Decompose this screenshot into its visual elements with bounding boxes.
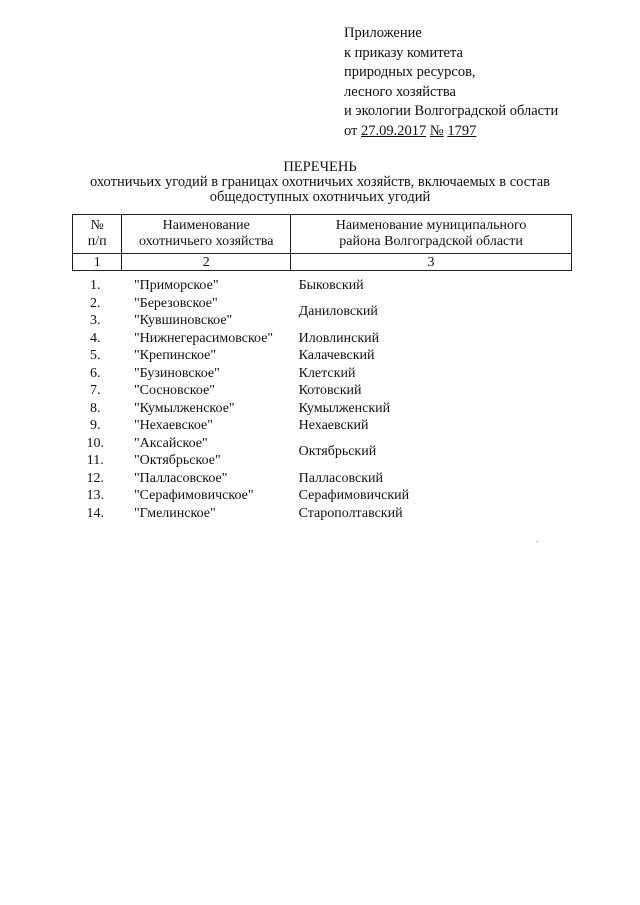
table-row [73, 365, 572, 383]
district-name: Серафимовичский [298, 488, 410, 503]
order-date: 27.09.2017 [361, 122, 427, 139]
hunting-farm-name: "Крепинское" [133, 348, 217, 363]
table-header-row [73, 215, 572, 254]
row-number: 9. [89, 418, 101, 433]
column-number: 1 [73, 254, 122, 271]
appendix-line: к приказу комитета [344, 44, 463, 61]
hunting-grounds-table [72, 214, 572, 522]
number-sign: № [429, 122, 444, 139]
table-row [73, 347, 572, 365]
appendix-header [344, 24, 558, 141]
document-title [0, 160, 640, 205]
hunting-farm-name: "Березовское" [133, 295, 218, 311]
order-number: 1797 [447, 122, 477, 139]
row-number: 5. [89, 348, 101, 363]
district-name: Октябрьский [298, 444, 377, 460]
table-row [73, 435, 572, 453]
row-number: 7. [89, 383, 101, 398]
title-main: ПЕРЕЧЕНЬ [283, 159, 357, 175]
hunting-farm-name: "Гмелинское" [133, 505, 216, 521]
table-row [73, 470, 572, 488]
appendix-line: Приложение [344, 25, 422, 41]
column-number: 3 [291, 254, 572, 271]
title-line: охотничьих угодий в границах охотничьих хозяйств, включаемых в состав [89, 174, 551, 190]
district-name: Нехаевский [298, 418, 369, 433]
district-name: Старополтавский [298, 505, 403, 521]
district-name: Клетский [298, 365, 356, 381]
table-row [73, 400, 572, 418]
table-row [73, 487, 572, 505]
hunting-farm-name: "Октябрьское" [133, 453, 221, 468]
hunting-farm-name: "Приморское" [133, 278, 219, 293]
appendix-line: лесного хозяйства [344, 83, 456, 100]
header-number: № п/п [73, 215, 122, 254]
row-number: 6. [89, 365, 101, 381]
district-name: Кумылженский [298, 400, 391, 416]
appendix-line: и экологии Волгоградской области [344, 103, 559, 119]
district-name: Калачевский [298, 348, 375, 363]
column-number: 2 [122, 254, 291, 271]
row-number: 1. [89, 278, 101, 293]
header-district: Наименование муниципального района Волгоградской области [291, 215, 572, 254]
row-number: 10. [86, 435, 104, 451]
order-reference [344, 122, 558, 142]
hunting-farm-name: "Нижнегерасимовское" [133, 330, 274, 346]
hunting-farm-name: "Сосновское" [133, 383, 215, 398]
table-row [73, 382, 572, 400]
row-number: 4. [89, 330, 101, 346]
row-number: 12. [86, 470, 104, 486]
hunting-farm-name: "Кумылженское" [133, 400, 235, 416]
table-row [73, 505, 572, 523]
row-number: 2. [89, 295, 101, 311]
table-row [73, 417, 572, 435]
district-name: Палласовский [298, 470, 383, 486]
row-number: 13. [86, 488, 104, 503]
row-number: 3. [89, 313, 101, 328]
hunting-farm-name: "Бузиновское" [133, 365, 220, 381]
hunting-farm-name: "Палласовское" [133, 470, 228, 486]
appendix-line: природных ресурсов, [344, 64, 476, 80]
from-label: от [344, 122, 358, 139]
district-name: Даниловский [298, 304, 378, 320]
title-line: общедоступных охотничьих угодий [209, 189, 431, 205]
column-number-row [73, 254, 572, 271]
hunting-farm-name: "Кувшиновское" [133, 313, 233, 328]
row-number: 11. [86, 453, 104, 468]
table-row [73, 330, 572, 348]
scan-speck [536, 541, 538, 542]
district-name: Иловлинский [298, 330, 380, 346]
hunting-farm-name: "Аксайское" [133, 435, 208, 451]
header-hunting-farm: Наименование охотничьего хозяйства [122, 215, 291, 254]
table-row [73, 277, 572, 295]
district-name: Быковский [298, 278, 364, 293]
table-row [73, 295, 572, 313]
district-name: Котовский [298, 383, 362, 398]
hunting-farm-name: "Серафимовичское" [133, 488, 254, 503]
row-number: 8. [89, 400, 101, 416]
hunting-farm-name: "Нехаевское" [133, 418, 213, 433]
row-number: 14. [86, 505, 104, 521]
